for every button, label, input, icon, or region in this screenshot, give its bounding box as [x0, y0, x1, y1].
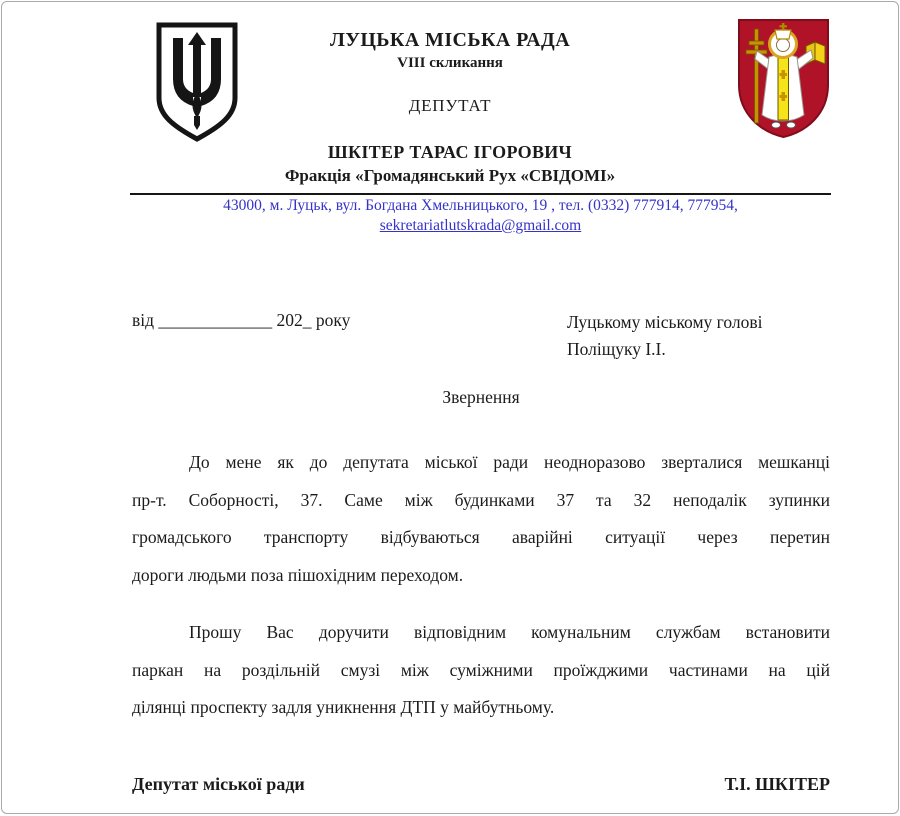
letterhead-divider [130, 193, 831, 195]
role-title: ДЕПУТАТ [408, 96, 492, 115]
body-paragraph-2 [132, 614, 830, 727]
fraction-name: Фракція «Громадянський Рух «СВІДОМІ» [284, 166, 616, 185]
ukraine-trident-emblem-icon [152, 19, 242, 146]
document-page [1, 1, 899, 814]
signature-position: Депутат міської ради [132, 773, 305, 794]
paragraph-line: паркан на роздільній смузі між суміжними проїжджими частинами на цій [132, 659, 830, 680]
addressee-line-1: Луцькому міському голові [567, 312, 763, 332]
contact-address: 43000, м. Луцьк, вул. Богдана Хмельницького, 19 , тел. (0332) 777914, 777954, [223, 197, 738, 214]
document-title: Звернення [442, 387, 520, 407]
contact-email [130, 217, 831, 235]
paragraph-line: громадського транспорту відбуваються аварійні ситуації через перетин [132, 527, 830, 547]
deputy-name: ШКІТЕР ТАРАС ІГОРОВИЧ [327, 142, 573, 162]
convocation: VIII скликання [397, 55, 503, 71]
paragraph-line: Прошу Вас доручити відповідним комунальним службам встановити [189, 622, 830, 642]
lutsk-coat-of-arms-icon [735, 15, 832, 142]
signature-name: Т.І. ШКІТЕР [724, 773, 830, 794]
date-blank-line: від _____________ 202_ року [132, 310, 351, 330]
reference-block [2, 309, 898, 363]
email-link[interactable]: sekretariatlutskrada@gmail.com [379, 217, 582, 234]
paragraph-line: ділянці проспекту задля уникнення ДТП у майбутньому. [132, 697, 555, 717]
addressee-block [567, 309, 763, 363]
body-paragraph-1 [132, 444, 830, 594]
paragraph-line: До мене як до депутата міської ради неодноразово зверталися мешканці [189, 452, 830, 472]
paragraph-line: пр-т. Соборності, 37. Саме між будинками 37 та 32 неподалік зупинки [132, 489, 830, 510]
signature-block [132, 773, 830, 795]
paragraph-line: дороги людьми поза пішохідним переходом. [132, 564, 464, 585]
addressee-line-2: Поліщуку І.І. [567, 339, 666, 359]
org-name: ЛУЦЬКА МІСЬКА РАДА [329, 29, 571, 51]
